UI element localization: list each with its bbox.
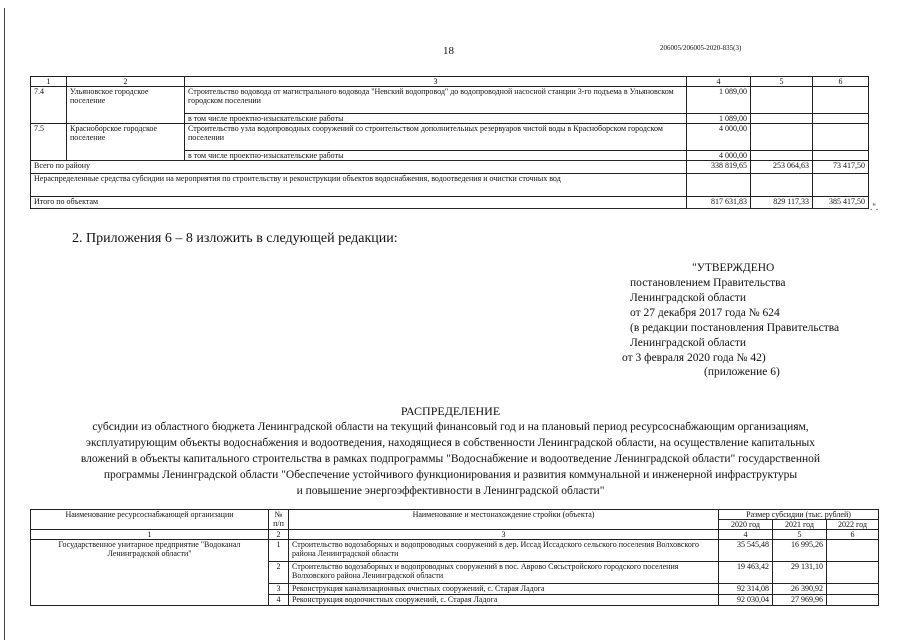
undistributed-row xyxy=(31,174,869,197)
closing-quote-mark: .". xyxy=(870,202,879,212)
distribution-line: и повышение энергоэффективности в Ленинградской области" xyxy=(296,485,605,497)
value-2020: 92 030,04 xyxy=(719,595,773,606)
approval-line: от 27 декабря 2017 года № 624 xyxy=(630,307,780,319)
row-number: 1 xyxy=(269,540,289,562)
value-2020: 92 314,08 xyxy=(719,584,773,595)
value-2022 xyxy=(827,595,879,606)
object-description: в том числе проектно-изыскательские работы xyxy=(185,151,687,161)
header-year-2020: 2020 год xyxy=(719,520,773,530)
item-2-text: 2. Приложения 6 – 8 изложить в следующей редакции: xyxy=(72,231,398,246)
approval-line: от 3 февраля 2020 года № 42) xyxy=(622,352,766,364)
value-2022 xyxy=(827,584,879,595)
value-col6: 385 417,50 xyxy=(813,197,869,209)
value-2020: 19 463,42 xyxy=(719,562,773,584)
col-number-4: 4 xyxy=(719,530,773,540)
col-number-5: 5 xyxy=(773,530,827,540)
table-header-row xyxy=(31,510,879,520)
object-description: Строительство водовода от магистрального водовода "Невский водопровод" до водопроводной насосной станции 3-го подъема в Ульяновском городском поселении xyxy=(185,87,687,114)
row-number: 4 xyxy=(269,595,289,606)
value-col5 xyxy=(751,174,813,197)
col-number-6: 6 xyxy=(827,530,879,540)
value-2021: 29 131,10 xyxy=(773,562,827,584)
approval-line: Ленинградской области xyxy=(630,337,747,349)
col-number-4: 4 xyxy=(687,77,751,87)
col-number-6: 6 xyxy=(813,77,869,87)
approval-line: "УТВЕРЖДЕНО xyxy=(692,262,775,274)
document-id: 206005/206005-2020-835(3) xyxy=(660,44,742,52)
value-2022 xyxy=(827,540,879,562)
distribution-line: программы Ленинградской области "Обеспечение устойчивого функционирования и развития коммунальной и инженерной инфраструктуры xyxy=(103,469,798,481)
header-object: Наименование и местонахождение стройки (объекта) xyxy=(289,510,719,530)
approval-line: (в редакции постановления Правительства xyxy=(630,322,840,334)
distribution-line: субсидии из областного бюджета Ленинградской области на текущий финансовый год и на плановый период ресурсоснабжающим организациям, xyxy=(92,421,809,433)
table-header-row xyxy=(31,77,869,87)
col-number-2: 2 xyxy=(269,530,289,540)
header-year-2021: 2021 год xyxy=(773,520,827,530)
value-col5 xyxy=(751,87,813,114)
col-number-1: 1 xyxy=(31,530,269,540)
distribution-line: эксплуатирующим объекты водоснабжения и водоотведения, находящиеся в собственности Ленинградской области, на осуществление капитальных xyxy=(86,437,815,449)
table-row xyxy=(31,87,869,114)
page-number: 18 xyxy=(443,45,454,57)
header-subsidy-amount: Размер субсидии (тыс. рублей) xyxy=(719,510,879,520)
value-col5 xyxy=(751,124,813,151)
value-col4: 1 089,00 xyxy=(687,87,751,114)
header-organization: Наименование ресурсоснабжающей организации xyxy=(31,510,269,530)
table-row xyxy=(31,124,869,151)
value-2021: 26 390,92 xyxy=(773,584,827,595)
object-description: Строительство узла водопроводных сооружений со строительством дополнительных резервуаров чистой воды в Красноборском городском поселении xyxy=(185,124,687,151)
subsidy-distribution-table xyxy=(30,509,879,606)
col-number-1: 1 xyxy=(31,77,67,87)
table-row xyxy=(31,540,879,562)
column-numbers-row xyxy=(31,530,879,540)
col-number-2: 2 xyxy=(67,77,185,87)
value-col4: 338 819,65 xyxy=(687,161,751,174)
object-description: Строительство водозаборных и водопроводных сооружений в дер. Иссад Иссадского сельского поселения Волховского района Ленинградской области xyxy=(289,540,719,562)
row-number: 3 xyxy=(269,584,289,595)
total-objects-row xyxy=(31,197,869,209)
col-number-3: 3 xyxy=(185,77,687,87)
value-col6 xyxy=(813,87,869,114)
col-number-3: 3 xyxy=(289,530,719,540)
total-district-row xyxy=(31,161,869,174)
object-description: в том числе проектно-изыскательские работы xyxy=(185,114,687,124)
header-year-2022: 2022 год xyxy=(827,520,879,530)
value-2020: 35 545,48 xyxy=(719,540,773,562)
value-col4: 1 089,00 xyxy=(687,114,751,124)
distribution-line: вложений в объекты капитального строительства в рамках подпрограммы "Водоснабжение и водоотведение Ленинградской области" государственной xyxy=(80,453,821,465)
value-2021: 16 995,26 xyxy=(773,540,827,562)
approval-line: постановлением Правительства xyxy=(630,277,786,289)
organization-name: Государственное унитарное предприятие "Водоканал Ленинградской области" xyxy=(31,540,269,606)
value-col4: 817 631,83 xyxy=(687,197,751,209)
value-2021: 27 969,96 xyxy=(773,595,827,606)
object-description: Строительство водозаборных и водопроводных сооружений в пос. Аврово Сясьстройского городского поселения Волховского района Ленинградской области xyxy=(289,562,719,584)
value-col4: 4 000,00 xyxy=(687,124,751,151)
value-col4: 4 000,00 xyxy=(687,151,751,161)
approval-line: Ленинградской области xyxy=(630,292,747,304)
approval-block xyxy=(620,261,839,379)
col-number-5: 5 xyxy=(751,77,813,87)
value-col6: 73 417,50 xyxy=(813,161,869,174)
header-number: № п/п xyxy=(269,510,289,530)
value-col6 xyxy=(813,114,869,124)
organization-name: Ульяновское городское поселение xyxy=(67,87,185,124)
object-description: Реконструкция канализационных очистных сооружений, с. Старая Ладога xyxy=(289,584,719,595)
total-district-label: Всего по району xyxy=(31,161,687,174)
undistributed-label: Нераспределенные средства субсидии на мероприятия по строительству и реконструкции объектов водоснабжения, водоотведения и очистки сточных вод xyxy=(31,174,687,197)
row-number: 2 xyxy=(269,562,289,584)
total-objects-label: Итого по объектам xyxy=(31,197,687,209)
distribution-description xyxy=(20,419,881,499)
row-number: 7.5 xyxy=(31,124,67,161)
object-description: Реконструкция водоочистных сооружений, с. Старая Ладога xyxy=(289,595,719,606)
value-col6 xyxy=(813,124,869,151)
value-col6 xyxy=(813,151,869,161)
value-col5 xyxy=(751,151,813,161)
value-2022 xyxy=(827,562,879,584)
allocation-table-continued xyxy=(30,76,869,209)
value-col5: 829 117,33 xyxy=(751,197,813,209)
organization-name: Красноборское городское поселение xyxy=(67,124,185,161)
value-col4 xyxy=(687,174,751,197)
approval-line: (приложение 6) xyxy=(704,366,780,378)
value-col5 xyxy=(751,114,813,124)
distribution-title: РАСПРЕДЕЛЕНИЕ xyxy=(400,404,501,418)
scan-edge-line xyxy=(4,8,5,640)
value-col6 xyxy=(813,174,869,197)
value-col5: 253 064,63 xyxy=(751,161,813,174)
row-number: 7.4 xyxy=(31,87,67,124)
